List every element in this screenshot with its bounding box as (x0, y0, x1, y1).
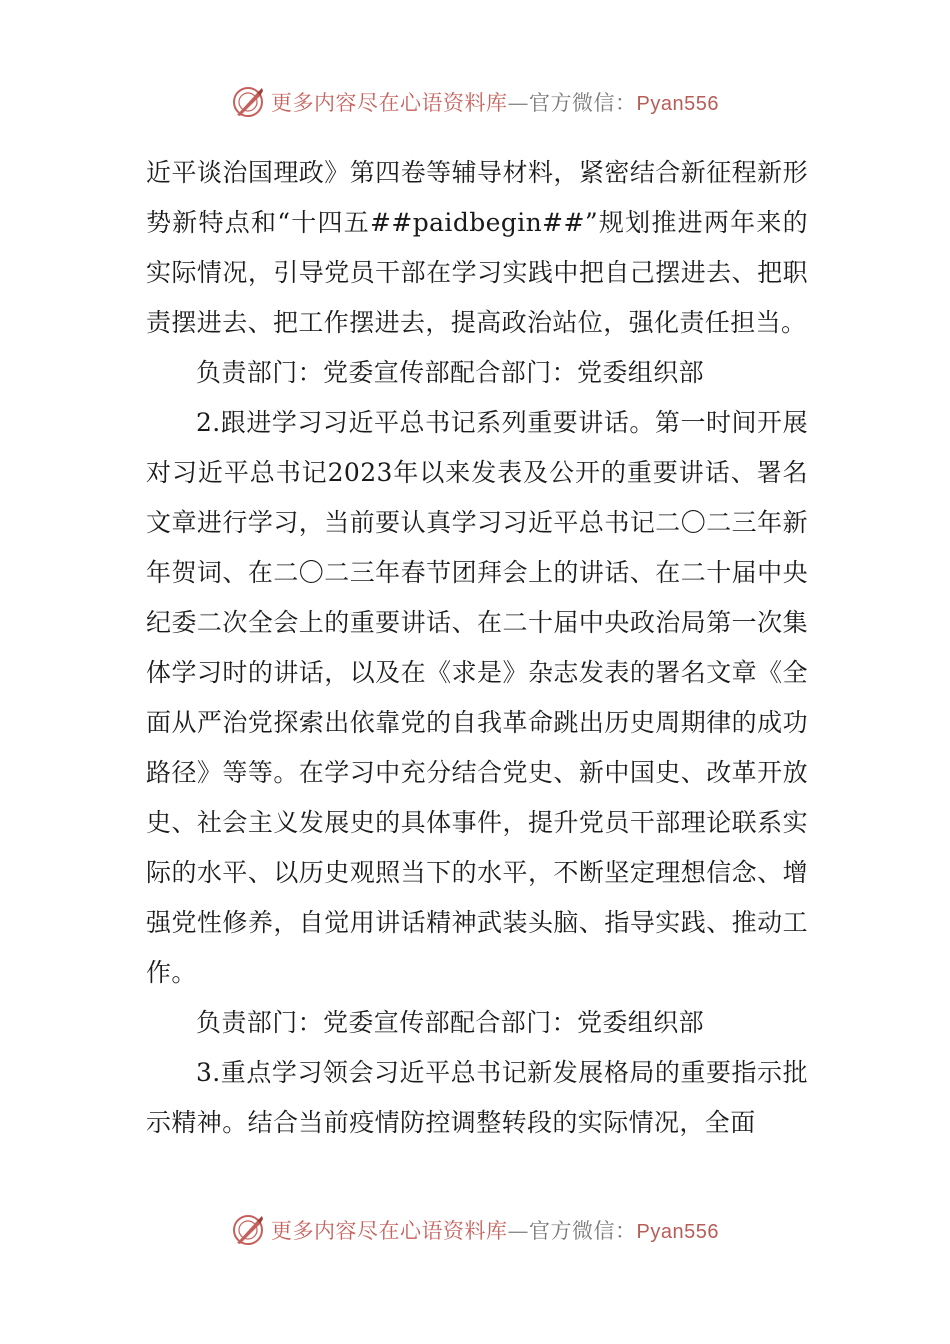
paragraph-responsible-dept-2: 负责部门：党委宣传部配合部门：党委组织部 (196, 1008, 705, 1037)
header-banner (0, 82, 950, 122)
paragraph-item-3: 3.重点学习领会习近平总书记新发展格局的重要指示批示精神。结合当前疫情防控调整转段的实际情况，全面 (146, 1058, 808, 1137)
footer-banner (0, 1210, 950, 1250)
quill-logo-icon (231, 85, 265, 119)
quill-logo-icon (231, 1213, 265, 1247)
paragraph-item-2: 2.跟进学习习近平总书记系列重要讲话。第一时间开展对习近平总书记2023年以来发表及公开的重要讲话、署名文章进行学习，当前要认真学习习近平总书记二〇二三年新年贺词、在二〇二三年春节团拜会上的讲话、在二十届中央纪委二次全会上的重要讲话、在二十届中央政治局第一次集体学习时的讲话，以及在《求是》杂志发表的署名文章《全面从严治党探索出依靠党的自我革命跳出历史周期律的成功路径》等等。在学习中充分结合党史、新中国史、改革开放史、社会主义发展史的具体事件，提升党员干部理论联系实际的水平、以历史观照当下的水平，不断坚定理想信念、增强党性修养，自觉用讲话精神武装头脑、指导实践、推动工作。 (146, 408, 808, 987)
paragraph-continuation: 近平谈治国理政》第四卷等辅导材料，紧密结合新征程新形势新特点和“十四五##paidbegin##”规划推进两年来的实际情况，引导党员干部在学习实践中把自己摆进去、把职责摆进去、把工作摆进去，提高政治站位，强化责任担当。 (146, 158, 808, 337)
promo-text: 更多内容尽在心语资料库 (271, 1219, 508, 1243)
promo-dash: — (507, 91, 530, 115)
promo-line (271, 1215, 719, 1245)
official-label: 官方微信： (529, 1219, 637, 1243)
promo-line (271, 87, 719, 117)
document-body (146, 148, 808, 1148)
promo-text: 更多内容尽在心语资料库 (271, 91, 508, 115)
promo-dash: — (507, 1219, 530, 1243)
official-label: 官方微信： (529, 91, 637, 115)
contact-id: Pyan556 (636, 1221, 719, 1243)
contact-id: Pyan556 (636, 93, 719, 115)
paragraph-responsible-dept-1: 负责部门：党委宣传部配合部门：党委组织部 (196, 358, 705, 387)
